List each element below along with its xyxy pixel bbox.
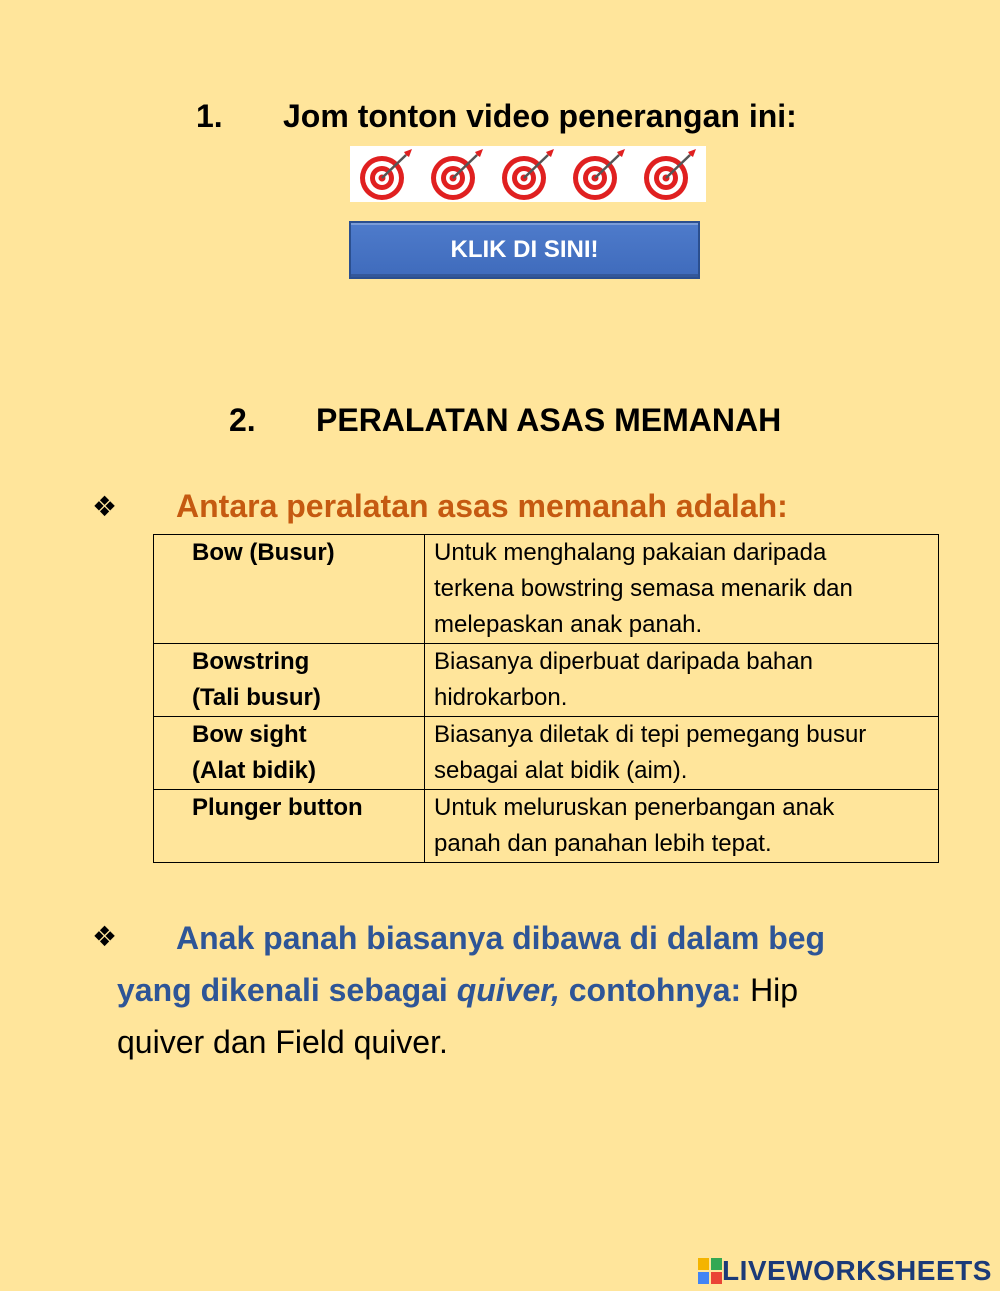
equipment-name: Bow (Busur) [192, 539, 335, 566]
archery-target-icon [498, 146, 558, 202]
target-image-strip [350, 146, 706, 202]
quiver-note-line1: Anak panah biasanya dibawa di dalam beg [176, 920, 826, 956]
table-row [154, 717, 939, 790]
section-2-title: PERALATAN ASAS MEMANAH [316, 402, 782, 438]
quiver-note-italic: quiver, [456, 972, 560, 1008]
quiver-note-hip: Hip [741, 972, 799, 1008]
archery-target-icon [356, 146, 416, 202]
equipment-name: Bowstring (Tali busur) [192, 648, 321, 711]
quiver-note-line3: quiver dan Field quiver. [117, 1024, 448, 1060]
equipment-intro: Antara peralatan asas memanah adalah: [176, 488, 788, 524]
quiver-note-line2a: yang dikenali sebagai [117, 972, 457, 1008]
liveworksheets-logo-text: LIVEWORKSHEETS [722, 1255, 992, 1286]
bullet-icon: ❖ [92, 491, 118, 522]
equipment-table [153, 534, 939, 863]
equipment-name: Bow sight (Alat bidik) [192, 721, 316, 784]
equipment-description: Biasanya diperbuat daripada bahan hidrokarbon. [434, 648, 813, 711]
liveworksheets-logo [698, 1254, 992, 1288]
equipment-description: Untuk meluruskan penerbangan anak panah dan panahan lebih tepat. [434, 794, 835, 857]
table-row [154, 644, 939, 717]
archery-target-icon [427, 146, 487, 202]
table-row [154, 535, 939, 644]
table-row [154, 790, 939, 863]
quiver-note-contohnya: contohnya: [559, 972, 742, 1008]
bullet-icon: ❖ [92, 921, 118, 952]
section-1-number: 1. [196, 98, 223, 134]
klik-di-sini-button[interactable]: KLIK DI SINI! [349, 221, 700, 279]
section-2-number: 2. [229, 402, 256, 438]
archery-target-icon [569, 146, 629, 202]
equipment-description: Biasanya diletak di tepi pemegang busur sebagai alat bidik (aim). [434, 721, 867, 784]
section-2-heading [0, 402, 1000, 446]
archery-target-icon [640, 146, 700, 202]
equipment-name: Plunger button [192, 794, 363, 821]
section-1-heading [0, 98, 1000, 142]
quiver-note [117, 912, 897, 1068]
section-1-title: Jom tonton video penerangan ini: [283, 98, 797, 134]
equipment-description: Untuk menghalang pakaian daripada terkena bowstring semasa menarik dan melepaskan anak panah. [434, 539, 853, 638]
liveworksheets-logo-icon [698, 1258, 722, 1284]
